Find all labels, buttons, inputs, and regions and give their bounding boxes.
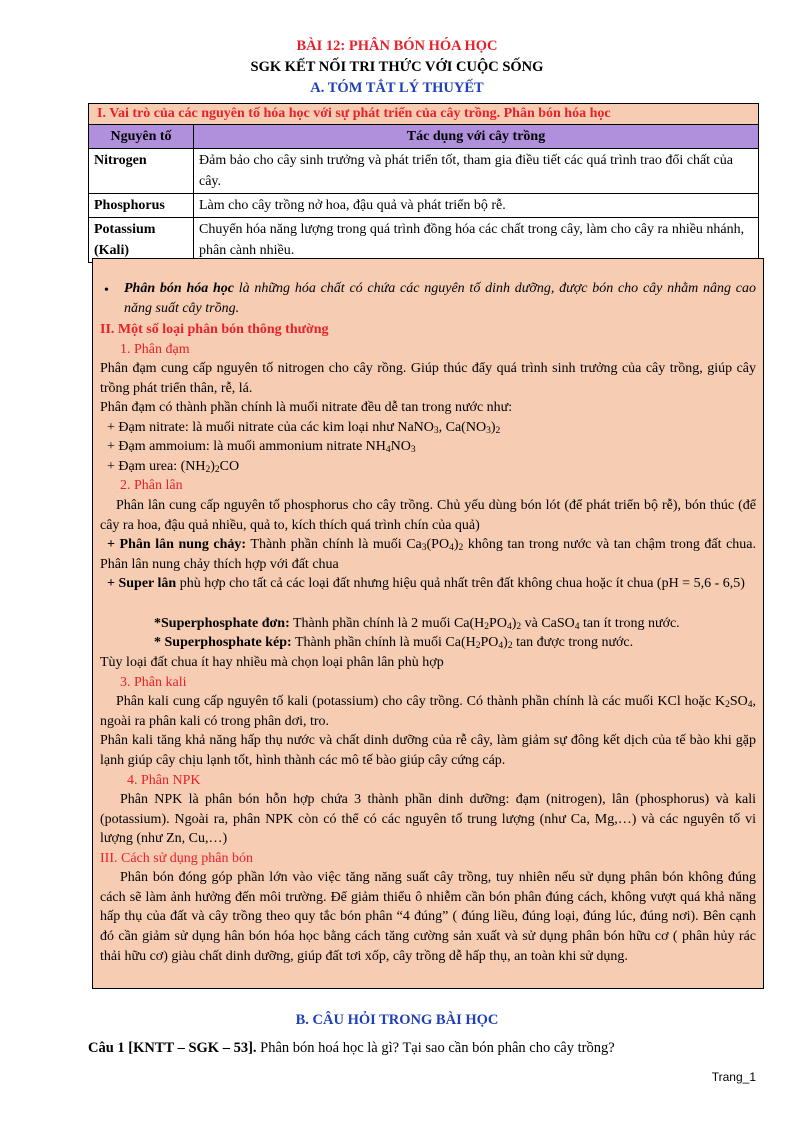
single-superphosphate-text-3: ) [511, 616, 517, 631]
element-effect: Chuyển hóa năng lượng trong quá trình đồng hóa các chất trong cây, làm cho cây ra nhiều nhánh, phân cành nhiều. [194, 218, 759, 263]
subscript: 3 [421, 543, 427, 553]
subscript: 2 [205, 465, 211, 475]
subscript: 2 [725, 700, 730, 710]
nitrate-text: + Đạm nitrate: là muối nitrate của các kim loại như NaNO [107, 420, 434, 435]
fused-phosphate-text: Thành phần chính là muối Ca [246, 537, 422, 552]
subscript: 2 [495, 426, 501, 436]
ammonium-text: + Đạm ammoium: là muối ammonium nitrate NH [107, 439, 386, 454]
subscript: 2 [475, 641, 481, 651]
elements-table [88, 124, 759, 263]
subscript: 4 [506, 622, 512, 632]
ammonium-text-2: NO [390, 439, 411, 454]
question-1-label: Câu 1 [KNTT – SGK – 53]. [88, 1040, 257, 1056]
table-row [89, 149, 759, 194]
super-phosphate-paragraph [100, 574, 756, 594]
table-row [89, 218, 759, 263]
single-superphosphate-term: *Superphosphate đơn: [154, 616, 290, 631]
potassium-text-3: , ngoài ra phân kali có trong phân dơi, tro. [100, 694, 756, 729]
subscript: 2 [458, 543, 464, 553]
subscript: 4 [574, 622, 580, 632]
urea-line [107, 457, 239, 477]
subscript: 2 [484, 622, 490, 632]
definition-term: Phân bón hóa học [124, 281, 234, 296]
subscript: 4 [498, 641, 504, 651]
element-name: Phosphorus [89, 194, 194, 218]
double-superphosphate-text-2: PO [480, 635, 499, 650]
table-row [89, 194, 759, 218]
phosphorus-choice-note: Tùy loại đất chua ít hay nhiều mà chọn loại phân lân phù hợp [100, 655, 444, 670]
nitrate-line [107, 418, 500, 438]
subheading-npk: 4. Phân NPK [127, 773, 201, 788]
double-superphosphate-text-4: tan được trong nước. [512, 635, 634, 650]
lesson-title: BÀI 12: PHÂN BÓN HÓA HỌC [296, 38, 498, 54]
textbook-subtitle: SGK KẾT NỐI TRI THỨC VỚI CUỘC SỐNG [250, 59, 544, 75]
section-b-heading: B. CÂU HỎI TRONG BÀI HỌC [295, 1012, 499, 1028]
fused-phosphate-text-4: không tan trong nước và tan chậm trong đất chua. Phân lân nung chảy thích hợp với đất chua [100, 537, 757, 572]
double-superphosphate-text: Thành phần chính là muối Ca(H [291, 635, 476, 650]
definition-text: là những hóa chất có chứa các nguyên tố dinh dưỡng, được bón cho cây nhằm nâng cao năng suất cây trồng. [124, 281, 756, 316]
usage-paragraph: Phân bón đóng góp phần lớn vào việc tăng năng suất cây trồng, tuy nhiên nếu sử dụng phân bón không đúng cách sẽ làm ảnh hưởng đến môi trường. Để giảm thiểu ô nhiễm cần bón phân đúng cách, không vượt quá khả năng hấp thụ của đất và cây trồng theo quy tắc bón phân “4 đúng” ( đúng liều, đúng loại, đúng lúc, đúng nơi). Bên cạnh đó cần giảm sử dụng hân bón hóa học bằng cách tăng cường sản xuất và sử dụng phân bón hữu cơ ( phân hủy rác thải hữu cơ) giàu chất dinh dưỡng, giúp đất tơi xốp, cây trồng dễ hấp thụ, an toàn khi sử dụng. [100, 870, 756, 964]
element-name: Nitrogen [89, 149, 194, 194]
subscript: 3 [486, 426, 491, 436]
subscript: 3 [433, 426, 439, 436]
nitrogen-intro: Phân đạm có thành phần chính là muối nitrate đều dễ tan trong nước như: [100, 400, 513, 415]
double-superphosphate-line [154, 633, 633, 653]
nitrogen-paragraph: Phân đạm cung cấp nguyên tố nitrogen cho cây rồng. Giúp thúc đẩy quá trình sinh trưởng của cây trồng, giúp cây trồng phát triển thân, rễ, lá. [100, 361, 756, 396]
subheading-phosphorus: 2. Phân lân [120, 478, 183, 493]
fused-phosphate-paragraph [100, 535, 756, 574]
fused-phosphate-text-3: ) [453, 537, 459, 552]
subscript: 3 [410, 445, 416, 455]
single-superphosphate-text-5: tan ít trong nước. [579, 616, 680, 631]
single-superphosphate-line [154, 614, 680, 634]
question-1 [88, 1040, 615, 1057]
section-a-heading: A. TÓM TẮT LÝ THUYẾT [310, 80, 484, 96]
bullet-dot: • [104, 283, 109, 298]
fertilizer-definition [124, 279, 756, 318]
double-superphosphate-term: * Superphosphate kép: [154, 635, 292, 650]
nitrate-text-3: ) [490, 420, 496, 435]
urea-text-3: CO [219, 459, 240, 474]
subscript: 2 [507, 641, 513, 651]
urea-text: + Đạm urea: (NH [107, 459, 206, 474]
subscript: 2 [516, 622, 522, 632]
section-1-heading: I. Vai trò của các nguyên tố hóa học với sự phát triển của cây trồng. Phân bón hóa học [97, 106, 611, 121]
super-phosphate-text: phù hợp cho tất cả các loại đất nhưng hiệu quả nhất trên đất không chua hoặc ít chua (pH = 5,6 - 6,5) [176, 576, 745, 591]
element-effect: Đảm bảo cho cây sinh trưởng và phát triển tốt, tham gia điều tiết các quá trình trao đổi chất của cây. [194, 149, 759, 194]
single-superphosphate-text: Thành phần chính là 2 muối Ca(H [289, 616, 485, 631]
section-3-heading: III. Cách sử dụng phân bón [100, 851, 254, 866]
single-superphosphate-text-4: và CaSO [521, 616, 575, 631]
urea-text-2: ) [210, 459, 215, 474]
potassium-paragraph [100, 692, 756, 731]
potassium-benefit-paragraph: Phân kali tăng khả năng hấp thụ nước và chất dinh dưỡng của rễ cây, làm giảm sự đông kết dịch của tế bào khi gặp lạnh giúp cây chịu lạnh tốt, hình thành các mô tế bào giúp cây cứng cáp. [100, 733, 756, 768]
nitrate-text-2: , Ca(NO [438, 420, 487, 435]
ammonium-line [107, 437, 416, 457]
subheading-nitrogen: 1. Phân đạm [120, 342, 190, 357]
table-header-element: Nguyên tố [89, 125, 194, 149]
potassium-text-2: SO [729, 694, 748, 709]
table-header-effect: Tác dụng với cây trồng [194, 125, 759, 149]
super-phosphate-term: + Super lân [107, 576, 177, 591]
phosphorus-paragraph: Phân lân cung cấp nguyên tố phosphorus cho cây trồng. Chủ yếu dùng bón lót (để phát triển bộ rễ), bón thúc (để cây ra hoa, đậu quả nhiều, quả to, kích thích quá trình chín của quả) [100, 498, 756, 533]
table-header-row [89, 125, 759, 149]
section-2-heading: II. Một số loại phân bón thông thường [100, 322, 329, 337]
section-1-heading-bar [88, 103, 759, 125]
fused-phosphate-text-2: (PO [426, 537, 450, 552]
double-superphosphate-text-3: ) [503, 635, 508, 650]
subheading-potassium: 3. Phân kali [120, 675, 187, 690]
question-1-text: Phân bón hoá học là gì? Tại sao cần bón phân cho cây trồng? [256, 1040, 615, 1056]
potassium-text: Phân kali cung cấp nguyên tố kali (potassium) cho cây trồng. Có thành phần chính là các muối KCl hoặc K [116, 694, 726, 709]
page-number: Trang_1 [711, 1070, 756, 1084]
single-superphosphate-text-2: PO [489, 616, 507, 631]
element-effect: Làm cho cây trồng nở hoa, đậu quả và phát triển bộ rễ. [194, 194, 759, 218]
npk-paragraph: Phân NPK là phân bón hỗn hợp chứa 3 thành phần dinh dưỡng: đạm (nitrogen), lân (phosphorus) và kali (potassium). Ngoài ra, phân NPK còn có thể có các nguyên tố trung lượng (như Ca, Mg,…) và các nguyên tố vi lượng (như Zn, Cu,…) [100, 792, 756, 847]
element-name: Potassium (Kali) [89, 218, 194, 263]
subscript: 4 [385, 445, 391, 455]
fused-phosphate-term: + Phân lân nung chảy: [107, 537, 247, 552]
subscript: 4 [449, 543, 454, 553]
subscript: 4 [747, 700, 753, 710]
subscript: 2 [214, 465, 220, 475]
